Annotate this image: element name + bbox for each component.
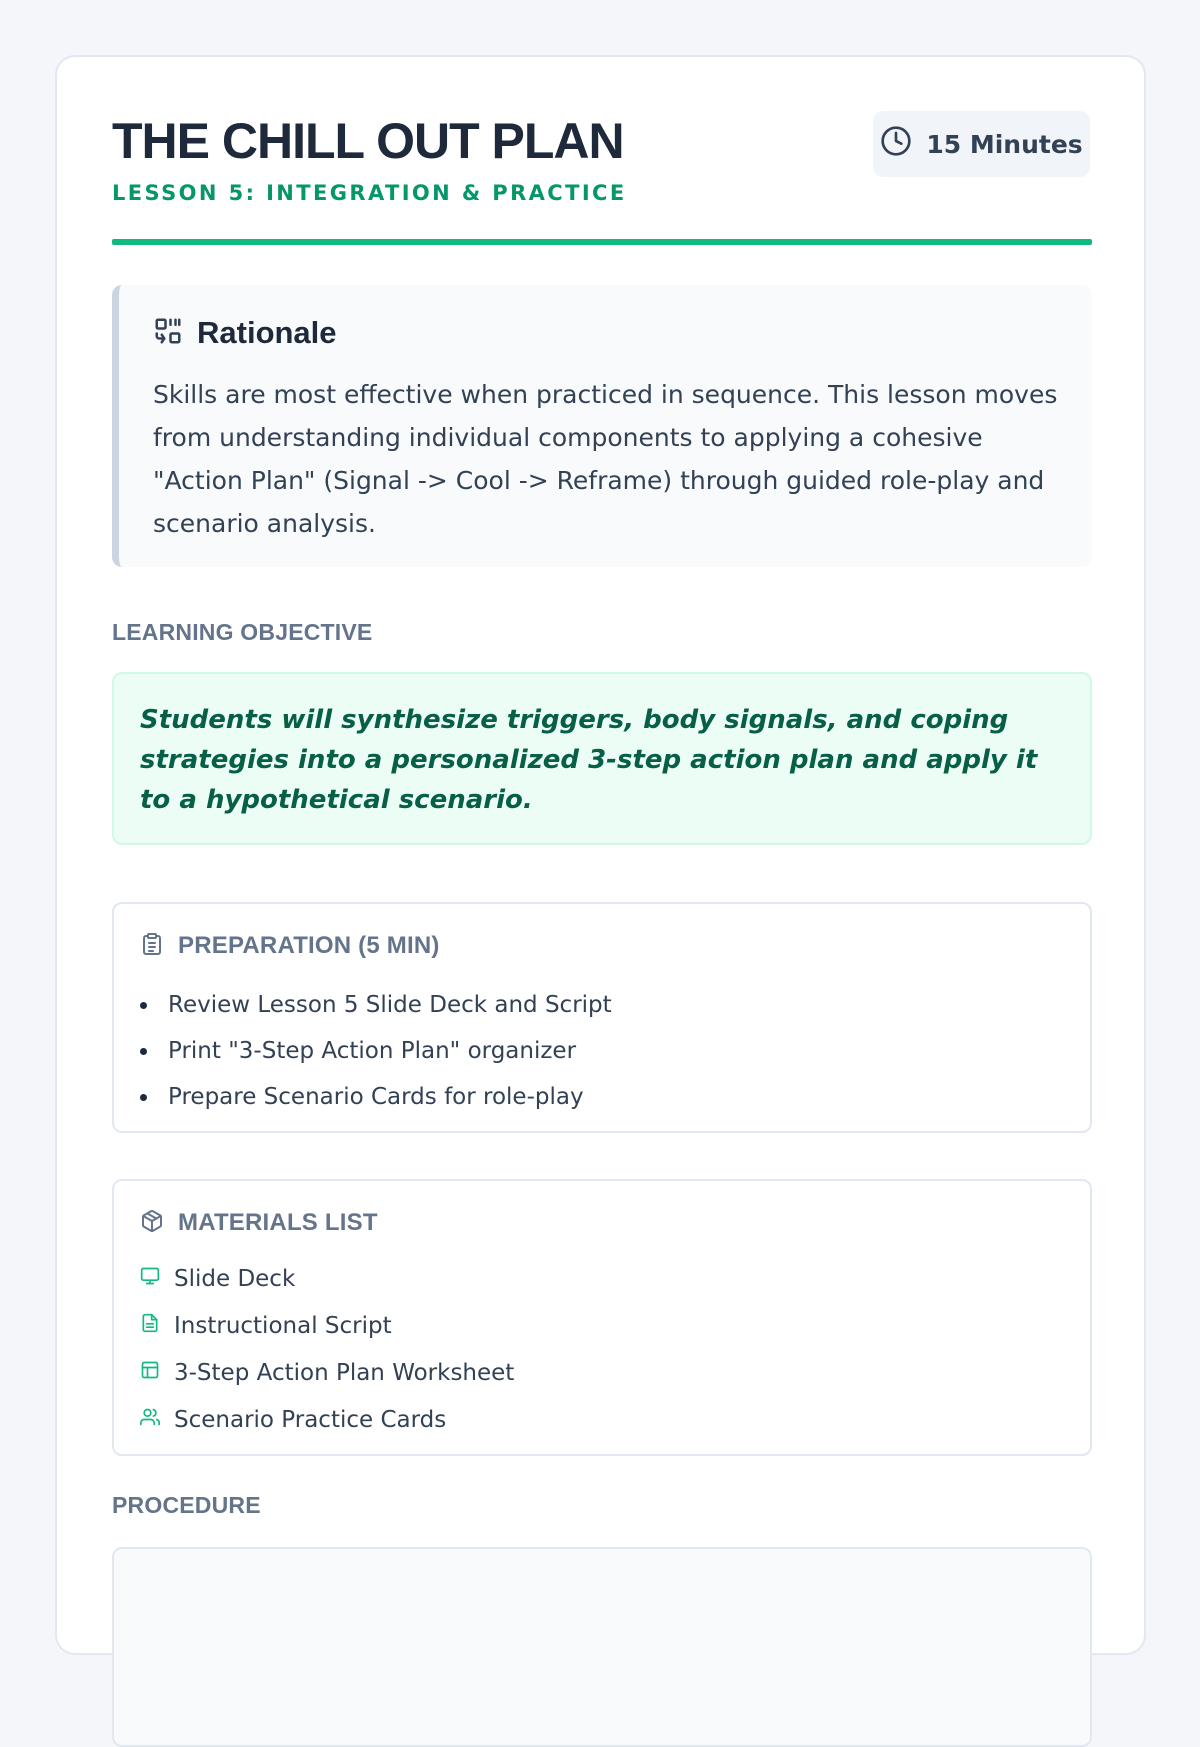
lesson-subtitle: LESSON 5: INTEGRATION & PRACTICE <box>112 181 627 205</box>
material-label: Scenario Practice Cards <box>174 1407 447 1433</box>
materials-label: MATERIALS LIST <box>178 1209 378 1236</box>
preparation-label: PREPARATION (5 MIN) <box>178 932 440 959</box>
rationale-body: Skills are most effective when practiced in sequence. This lesson moves from understanding individual components to applying a cohesive "Action Plan" (Signal -> Cool -> Reframe) through guided role-play and scenario analysis. <box>153 380 1058 538</box>
monitor-icon <box>140 1256 160 1303</box>
lesson-card <box>55 55 1146 1655</box>
objective-box <box>112 672 1092 845</box>
rationale-panel <box>112 285 1092 567</box>
duration-badge <box>873 111 1090 177</box>
list-item <box>140 1397 514 1444</box>
list-item: Print "3-Step Action Plan" organizer <box>140 1028 612 1074</box>
duration-text: 15 Minutes <box>926 129 1083 159</box>
preparation-header <box>140 932 440 960</box>
lesson-title: THE CHILL OUT PLAN <box>112 113 624 169</box>
list-item <box>140 1303 514 1350</box>
document-icon <box>140 1303 160 1350</box>
materials-header <box>140 1209 378 1237</box>
procedure-label: PROCEDURE <box>112 1492 261 1518</box>
clipboard-icon <box>140 932 164 960</box>
objective-label: LEARNING OBJECTIVE <box>112 619 373 645</box>
list-item <box>140 1350 514 1397</box>
material-label: Slide Deck <box>174 1266 296 1292</box>
clock-icon <box>880 125 912 163</box>
preparation-list <box>140 982 612 1120</box>
list-item: Review Lesson 5 Slide Deck and Script <box>140 982 612 1028</box>
qr-scan-icon <box>153 316 183 350</box>
list-item <box>140 1256 514 1303</box>
material-label: Instructional Script <box>174 1313 392 1339</box>
package-icon <box>140 1209 164 1237</box>
procedure-box <box>112 1547 1092 1747</box>
material-label: 3-Step Action Plan Worksheet <box>174 1360 515 1386</box>
users-icon <box>140 1397 160 1444</box>
list-item: Prepare Scenario Cards for role-play <box>140 1074 612 1120</box>
rationale-title: Rationale <box>197 315 337 350</box>
rationale-header <box>153 315 337 351</box>
preparation-box <box>112 902 1092 1133</box>
materials-box <box>112 1179 1092 1456</box>
header-divider <box>112 239 1092 245</box>
layout-icon <box>140 1350 160 1397</box>
materials-list <box>140 1256 514 1444</box>
objective-text: Students will synthesize triggers, body signals, and coping strategies into a personalized 3-step action plan and apply it to a hypothetical scenario. <box>140 705 1038 815</box>
